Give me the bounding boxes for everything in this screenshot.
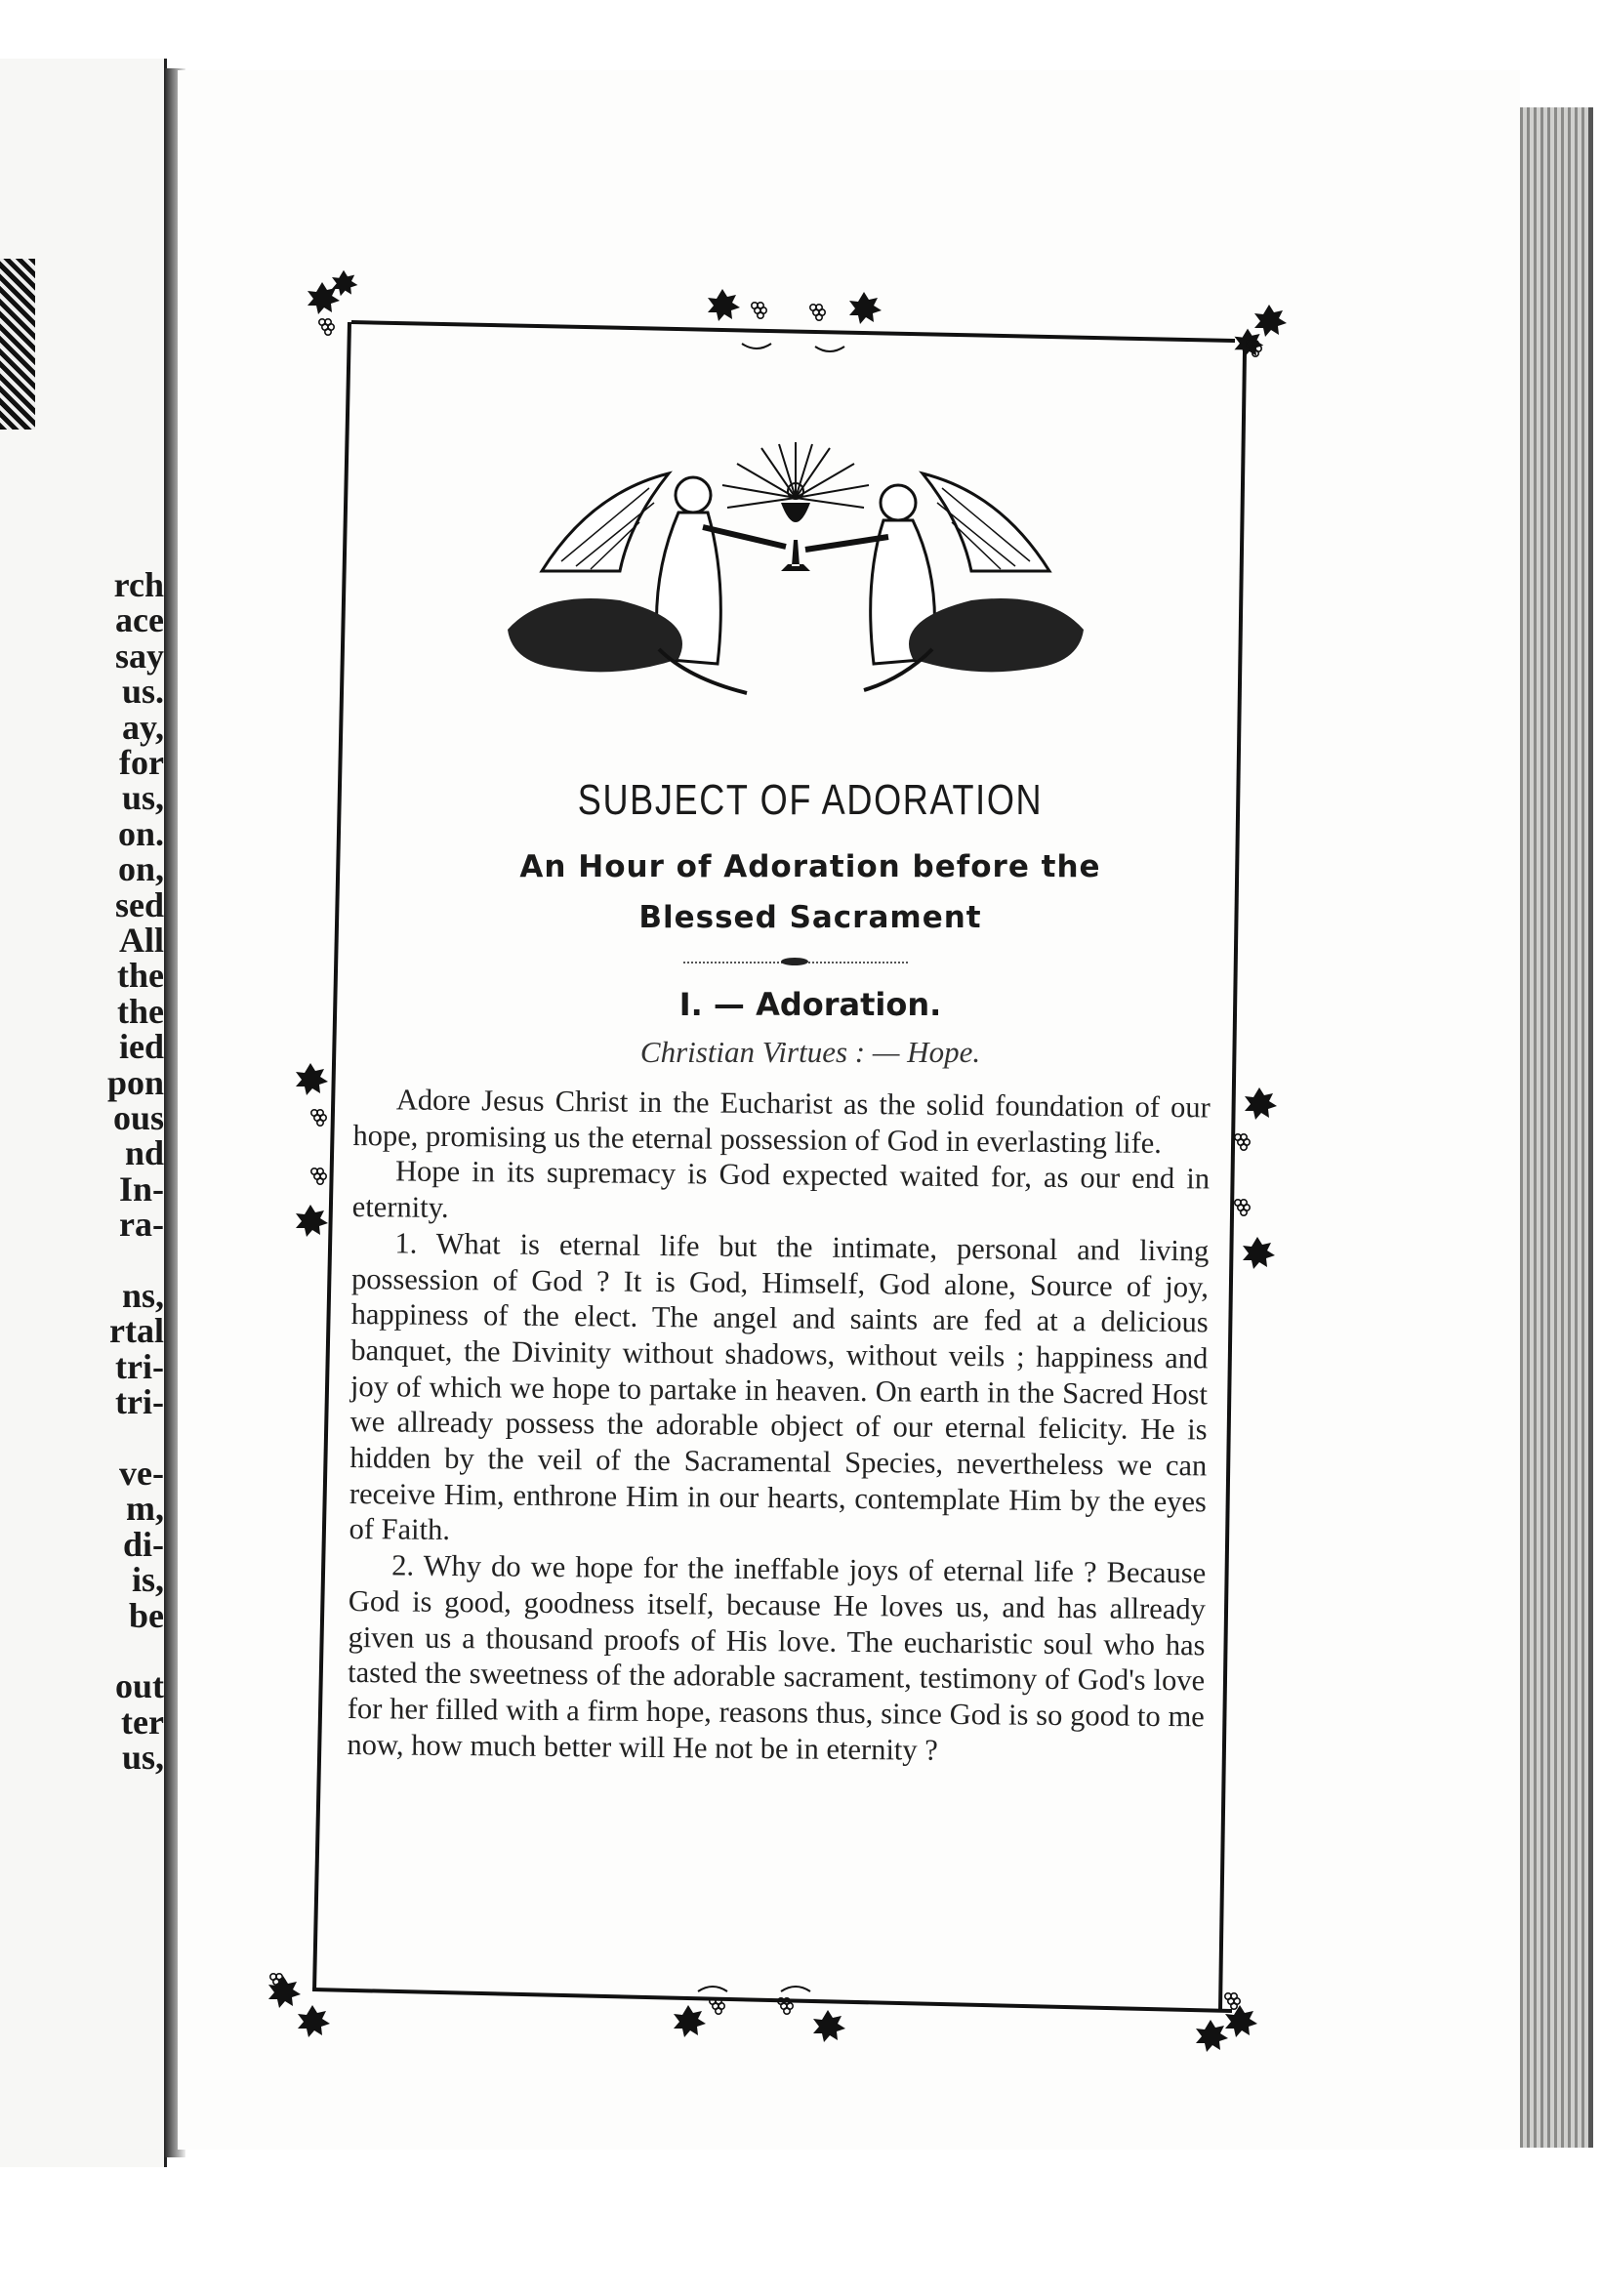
left-page-fragment: be <box>129 1595 164 1635</box>
left-page-fragment: out <box>114 1666 164 1706</box>
separator-ornament <box>683 962 908 967</box>
left-page-fragment: nd <box>124 1133 164 1173</box>
left-page-fragment: is, <box>131 1560 164 1600</box>
left-page-fragment: tri- <box>115 1382 164 1422</box>
left-page-fragment: ra- <box>119 1205 164 1245</box>
left-page-fragment: ve- <box>119 1454 164 1493</box>
left-page-fragment: m, <box>126 1489 164 1529</box>
left-page-fragment: di- <box>122 1524 164 1564</box>
left-page-fragment: us, <box>121 1738 164 1778</box>
left-page-fragment: ied <box>118 1027 164 1067</box>
left-page-fragment: rch <box>113 565 164 604</box>
page-title: SUBJECT OF ADORATION <box>577 776 1044 824</box>
left-page-fragment: us. <box>121 672 164 712</box>
left-page-fragment: on. <box>117 813 164 853</box>
left-page-fragment: the <box>117 956 164 996</box>
paragraph: Adore Jesus Christ in the Eucharist as the solid foundation of our hope, promising us the eternal possession of God in everlasting life. <box>352 1083 1211 1160</box>
left-page-fragment: tri- <box>115 1346 164 1386</box>
angels-chalice-vignette-icon <box>503 434 1088 698</box>
left-page-fragment: the <box>117 991 164 1031</box>
left-page-fragment: rtal <box>109 1311 164 1351</box>
left-page-fragment: sed <box>114 884 164 924</box>
left-page-fragment: ous <box>112 1098 164 1137</box>
body-text <box>347 1082 1211 1771</box>
left-page-fragment: on, <box>117 849 164 889</box>
section-heading: I. — Adoration. <box>678 986 942 1023</box>
left-page-fragment: ace <box>115 600 164 640</box>
paragraph: 2. Why do we hope for the ineffable joys of eternal life ? Because God is good, goodness itself, because He loves us, and has allready given us a thousand proofs of His love. The eucharistic soul who has tasted the sweetness of the adorable sacrament, testimony of God's love for her filled with a firm hope, reasons thus, since God is so good to me now, how much better will He not be in eternity ? <box>347 1548 1207 1767</box>
paragraph: Hope in its supremacy is God expected waited for, as our end in eternity. <box>351 1154 1211 1225</box>
left-page-fragment: pon <box>106 1062 164 1102</box>
left-page-fragment: say <box>114 636 164 676</box>
page-subtitle-line-2: Blessed Sacrament <box>638 900 982 935</box>
left-page-fragment: ns, <box>121 1276 164 1315</box>
left-page-ornament <box>0 259 35 430</box>
page-subtitle-line-1: An Hour of Adoration before the <box>519 849 1101 884</box>
page-edges <box>1520 107 1593 2148</box>
left-page-fragment: In- <box>118 1168 164 1209</box>
section-subheading: Christian Virtues : — Hope. <box>639 1035 981 1069</box>
paragraph: 1. What is eternal life but the intimate, personal and living possession of God ? It is God, Himself, God alone, Source of joy, happiness of the elect. The angel and saints are fed at a delicious banquet, the Divinity without shadows, without veils ; happiness and joy of which we hope to partake in heaven. On earth in the Sacred Host we allready possess the adorable object of our eternal felicity. He is hidden by the veil of the Sacramental Species, nevertheless we can receive Him, enthrone Him in our hearts, contemplate Him by the eyes of Faith. <box>349 1226 1210 1547</box>
left-page-fragment: All <box>118 921 164 960</box>
left-page-fragment: ter <box>121 1702 164 1742</box>
left-page-fragment: for <box>119 743 164 782</box>
left-page-fragment: ay, <box>121 707 164 747</box>
left-page-fragment: us, <box>121 778 164 818</box>
